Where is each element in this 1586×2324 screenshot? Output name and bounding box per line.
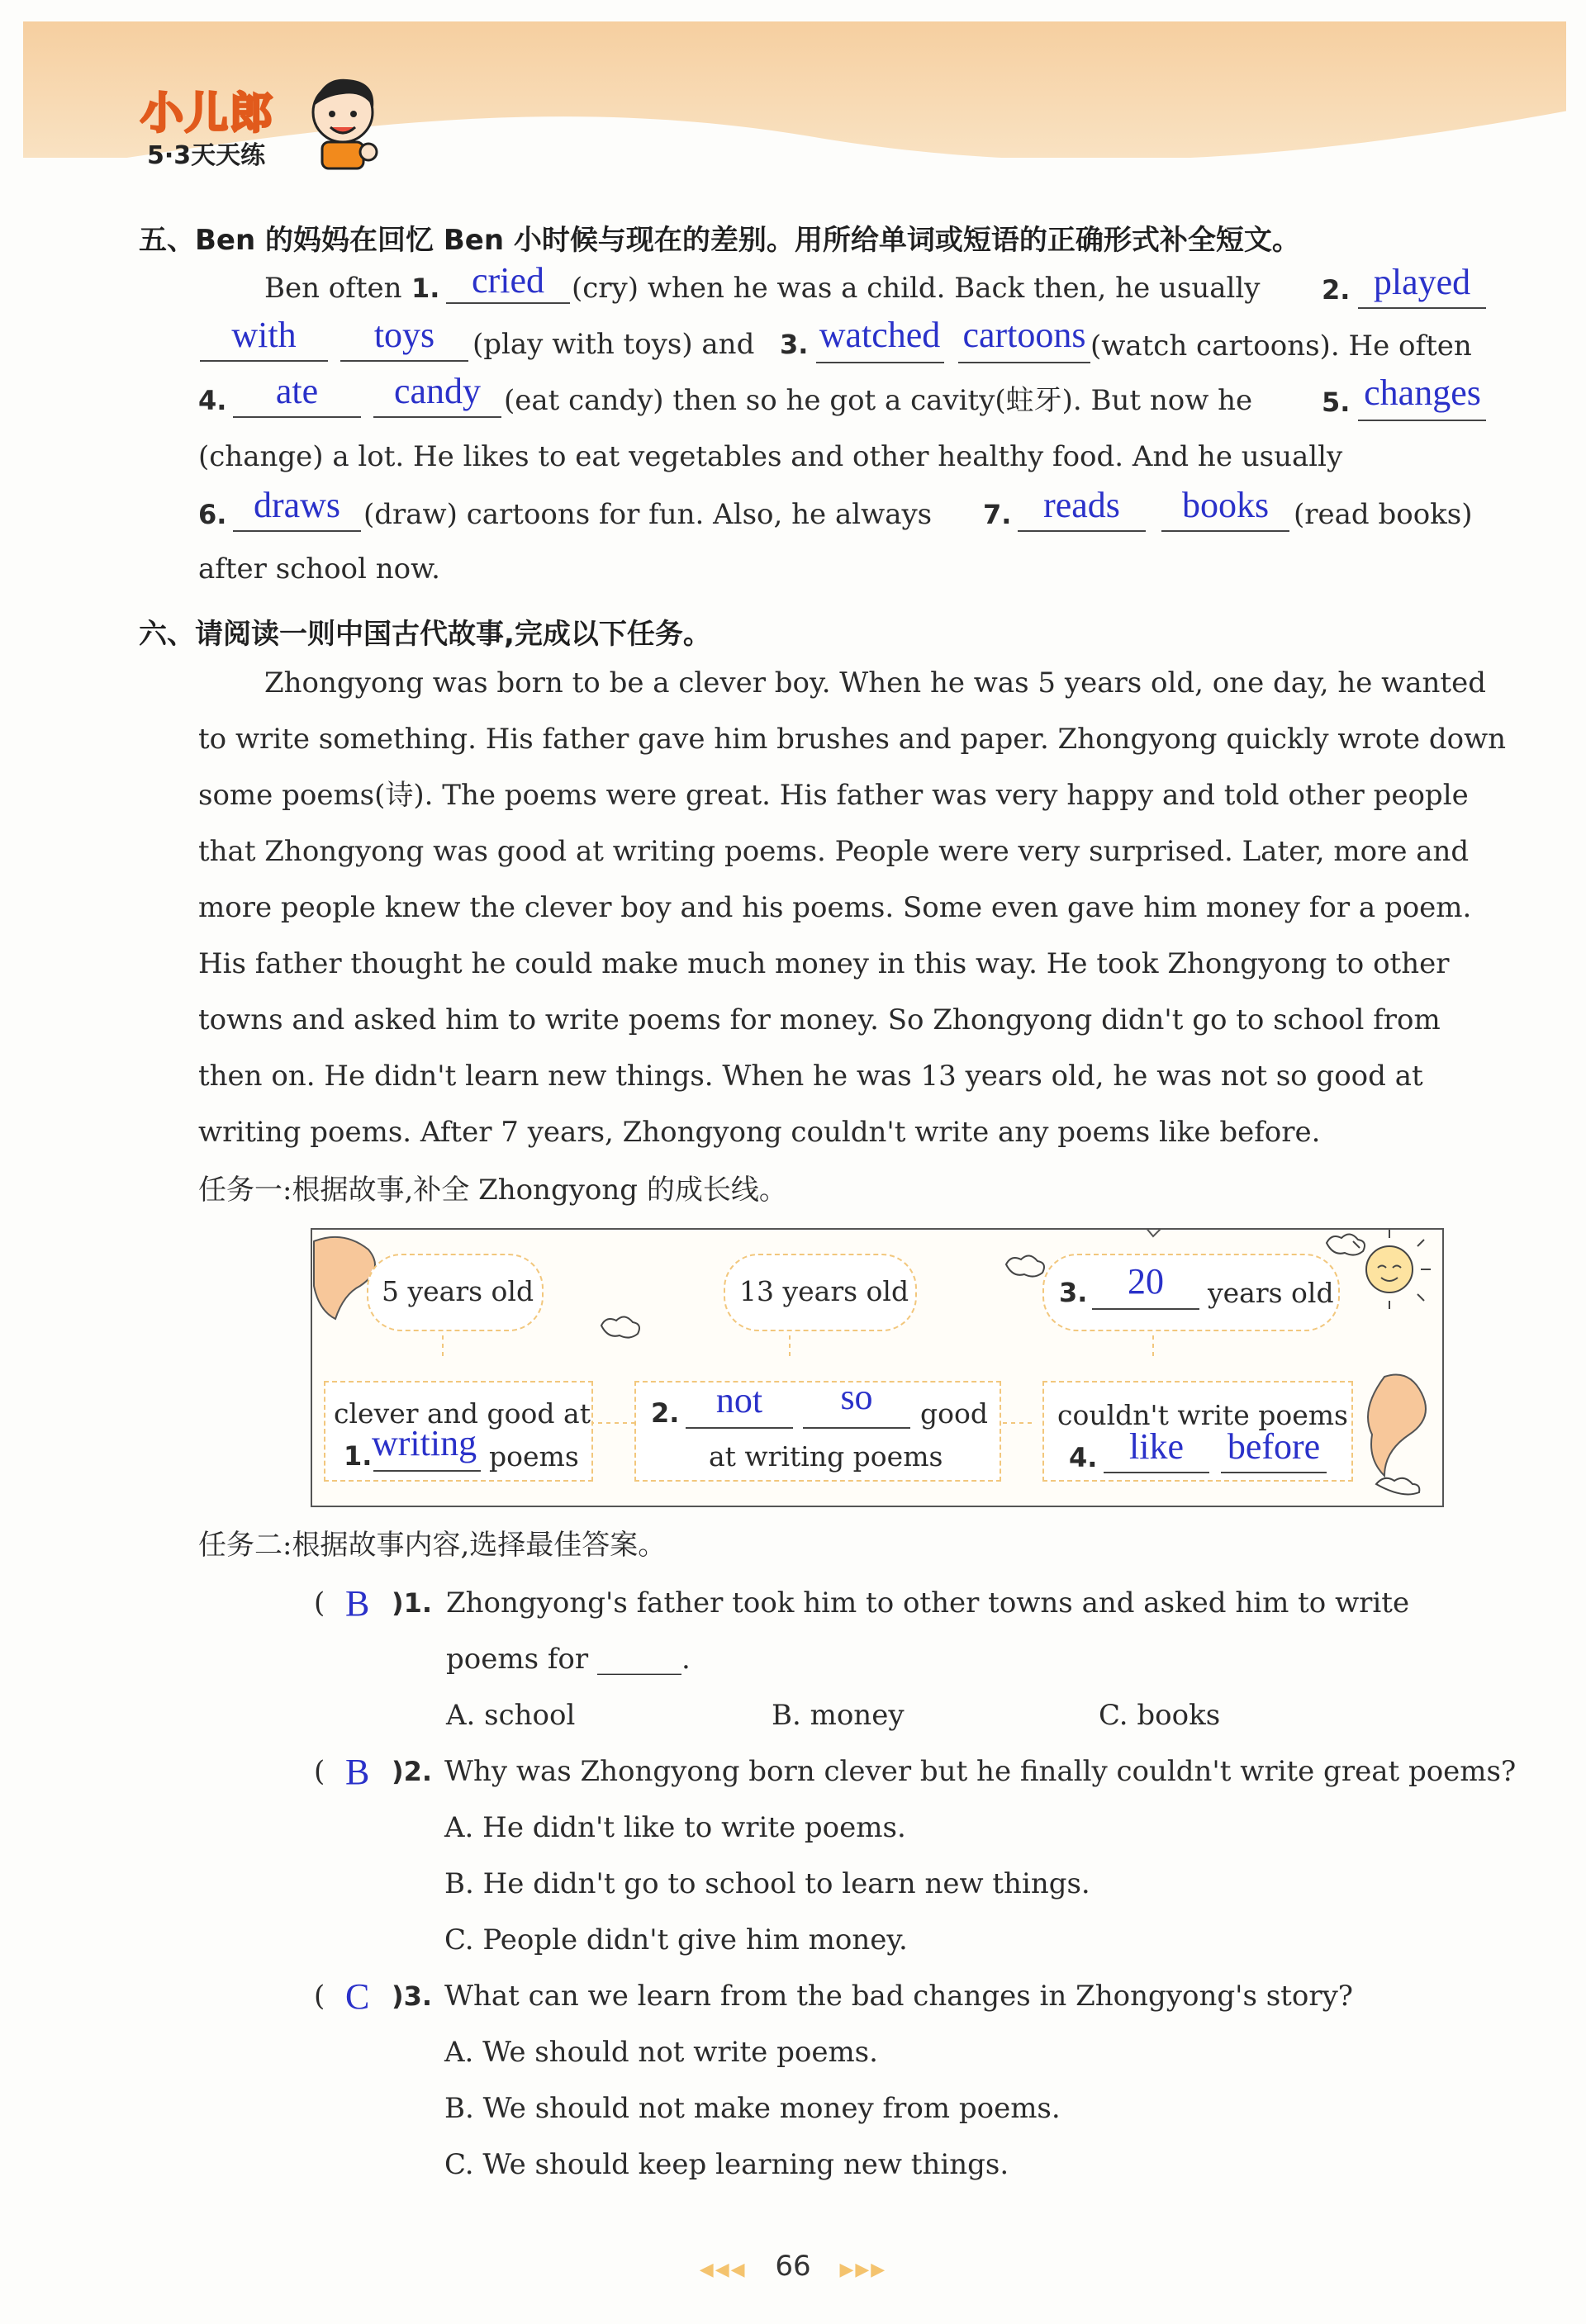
next-arrows-icon: ▶▶▶ xyxy=(839,2260,887,2280)
answer-3b: cartoons xyxy=(962,315,1086,355)
answer-so: so xyxy=(840,1377,873,1417)
q1-option-b: B. money xyxy=(772,1699,905,1732)
blank-number: 5. xyxy=(1322,387,1351,418)
q1-option-a: A. school xyxy=(446,1699,576,1732)
q2-option-a: A. He didn't like to write poems. xyxy=(444,1811,906,1844)
s5-text: (play with toys) and xyxy=(472,328,755,361)
answer-4a: ate xyxy=(275,371,319,411)
q1-number: )1. xyxy=(392,1587,433,1619)
answer-before: before xyxy=(1227,1426,1321,1467)
q3-answer: C xyxy=(345,1976,370,2017)
s5-text: (read books) xyxy=(1294,498,1473,531)
q3-option-c: C. We should keep learning new things. xyxy=(444,2148,1009,2181)
story-line: Zhongyong was born to be a clever boy. When he was 5 years old, one day, he wanted xyxy=(264,666,1486,700)
story-line: towns and asked him to write poems for money. So Zhongyong didn't go to school from xyxy=(198,1003,1441,1036)
q2-option-c: C. People didn't give him money. xyxy=(444,1923,908,1956)
paren-open: ( xyxy=(314,1980,325,2013)
blank-line xyxy=(1104,1472,1209,1473)
q3-option-b: B. We should not make money from poems. xyxy=(444,2092,1061,2125)
q3-option-a: A. We should not write poems. xyxy=(444,2036,878,2069)
stage3-line1: couldn't write poems xyxy=(1057,1399,1348,1431)
blank-number: 6. xyxy=(198,499,227,530)
blank-line xyxy=(233,416,361,418)
story-line: some poems(诗). The poems were great. His father was very happy and told other people xyxy=(198,779,1469,812)
blank-line xyxy=(340,360,468,362)
story-line: that Zhongyong was good at writing poems. People were very surprised. Later, more and xyxy=(198,835,1470,868)
blank-line xyxy=(200,360,328,362)
blank-line xyxy=(1092,1308,1199,1310)
logo-subtitle: 5·3天天练 xyxy=(147,141,266,170)
q2-stem: Why was Zhongyong born clever but he finally couldn't write great poems? xyxy=(444,1755,1517,1788)
stage1-suffix: poems xyxy=(489,1440,579,1473)
answer-5: changes xyxy=(1364,372,1481,413)
answer-writing: writing xyxy=(372,1423,477,1463)
answer-2b: with xyxy=(231,315,297,355)
s5-text: (draw) cartoons for fun. Also, he always xyxy=(363,498,933,531)
blank-line xyxy=(1161,530,1289,532)
q1-answer: B xyxy=(345,1583,370,1624)
logo-title: 小儿郎 xyxy=(140,89,275,139)
blank-number: 3. xyxy=(780,329,809,360)
blank-line xyxy=(233,530,361,532)
blank-line xyxy=(958,362,1090,363)
blank-number: 4. xyxy=(1069,1442,1098,1473)
story-line: to write something. His father gave him brushes and paper. Zhongyong quickly wrote down xyxy=(198,723,1507,756)
q2-number: )2. xyxy=(392,1756,433,1787)
section5-title: 五、Ben 的妈妈在回忆 Ben 小时候与现在的差别。用所给单词或短语的正确形式补全短文。 xyxy=(139,224,1300,257)
story-line: writing poems. After 7 years, Zhongyong couldn't write any poems like before. xyxy=(198,1116,1321,1149)
answer-7b: books xyxy=(1181,485,1270,525)
stage2-line2: at writing poems xyxy=(709,1440,943,1473)
blank-number: 4. xyxy=(198,385,227,416)
blank-number: 2. xyxy=(651,1397,680,1429)
page-footer xyxy=(677,2250,909,2283)
s5-text: Ben often xyxy=(264,272,402,305)
stage1-line1: clever and good at xyxy=(334,1397,591,1430)
s5-text: (watch cartoons). He often xyxy=(1090,330,1472,363)
blank-line xyxy=(1221,1472,1327,1473)
blank-line xyxy=(373,416,501,418)
paren-open: ( xyxy=(314,1586,325,1620)
q3-stem: What can we learn from the bad changes in Zhongyong's story? xyxy=(444,1980,1354,2013)
blank-line xyxy=(373,1470,481,1472)
age1-label: 5 years old xyxy=(382,1275,534,1307)
stage2-suffix: good xyxy=(920,1397,988,1430)
q1-stem: Zhongyong's father took him to other towns and asked him to write xyxy=(446,1586,1410,1620)
answer-2: played xyxy=(1373,262,1471,302)
q3-number: )3. xyxy=(392,1980,433,2012)
blank-number: 2. xyxy=(1322,274,1351,306)
age3-suffix: years old xyxy=(1208,1277,1334,1309)
blank-number: 7. xyxy=(983,499,1012,530)
s5-text: (cry) when he was a child. Back then, he usually xyxy=(572,272,1261,305)
blank-line xyxy=(686,1427,793,1429)
q1-option-c: C. books xyxy=(1099,1699,1221,1732)
task2-title: 任务二:根据故事内容,选择最佳答案。 xyxy=(198,1529,667,1562)
answer-not: not xyxy=(715,1380,763,1420)
blank-number: 1. xyxy=(344,1440,373,1472)
answer-age3: 20 xyxy=(1128,1261,1164,1302)
blank-line xyxy=(1358,420,1486,421)
answer-4b: candy xyxy=(393,371,482,411)
s5-text: (change) a lot. He likes to eat vegetables and other healthy food. And he usually xyxy=(198,440,1343,473)
answer-2c: toys xyxy=(373,315,435,355)
mascot-boy-icon xyxy=(297,73,388,170)
answer-1: cried xyxy=(472,260,544,301)
page-number: 66 xyxy=(775,2250,811,2283)
story-line: His father thought he could make much money in this way. He took Zhongyong to other xyxy=(198,947,1450,980)
blank-line xyxy=(816,362,944,363)
prev-arrows-icon: ◀◀◀ xyxy=(699,2260,747,2280)
blank-number: 1. xyxy=(411,273,440,304)
q1-stem-2: poems for ______. xyxy=(446,1643,691,1676)
story-line: then on. He didn't learn new things. When he was 13 years old, he was not so good at xyxy=(198,1060,1423,1093)
task1-title: 任务一:根据故事,补全 Zhongyong 的成长线。 xyxy=(198,1174,787,1207)
story-line: more people knew the clever boy and his poems. Some even gave him money for a poem. xyxy=(198,891,1472,924)
answer-3a: watched xyxy=(819,315,941,355)
q2-answer: B xyxy=(345,1752,370,1792)
section6-title: 六、请阅读一则中国古代故事,完成以下任务。 xyxy=(139,618,711,651)
blank-number: 3. xyxy=(1059,1277,1088,1308)
q2-option-b: B. He didn't go to school to learn new things. xyxy=(444,1867,1090,1900)
paren-open: ( xyxy=(314,1755,325,1788)
age2-label: 13 years old xyxy=(739,1275,909,1307)
blank-line xyxy=(1018,530,1146,532)
blank-line xyxy=(803,1427,910,1429)
s5-text: (eat candy) then so he got a cavity(蛀牙). But now he xyxy=(504,384,1253,417)
answer-7a: reads xyxy=(1043,485,1120,525)
answer-6: draws xyxy=(253,485,341,525)
blank-line xyxy=(1358,307,1486,309)
s5-text: after school now. xyxy=(198,553,440,586)
blank-line xyxy=(446,302,570,304)
answer-like: like xyxy=(1129,1426,1184,1467)
